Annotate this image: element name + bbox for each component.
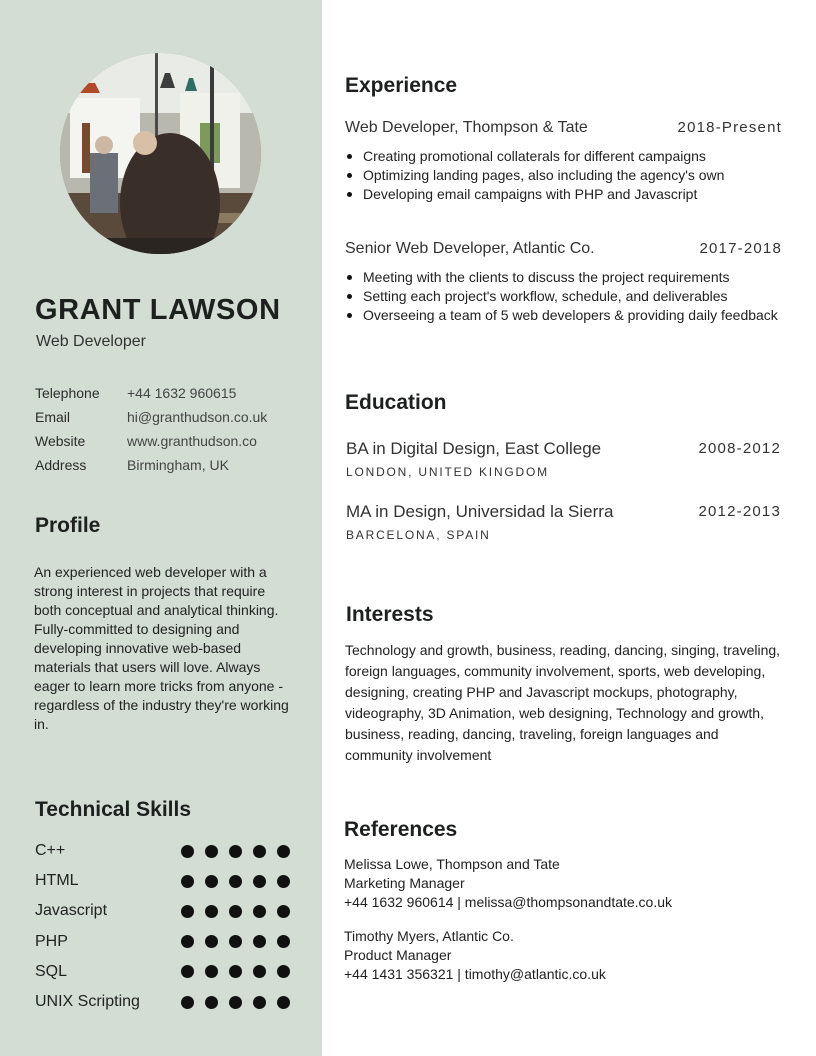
skills-list (35, 836, 290, 1017)
skill-dot (277, 905, 290, 918)
contact-row-website (35, 429, 267, 453)
job-bullets (345, 268, 785, 325)
reference-name: Melissa Lowe, Thompson and Tate (344, 856, 560, 872)
person-title: Web Developer (36, 333, 146, 350)
skill-dot (229, 905, 242, 918)
skill-dot (205, 905, 218, 918)
reference-entry (344, 855, 784, 912)
telephone-value: +44 1632 960615 (127, 385, 237, 401)
job-bullet: Creating promotional collaterals for different campaigns (345, 147, 785, 166)
skill-dot (229, 996, 242, 1009)
contact-list (35, 381, 267, 477)
skill-level (181, 905, 290, 918)
interests-text: Technology and growth, business, reading, dancing, singing, traveling, foreign languages, community involvement, sports, web developing, designing, creating PHP and Javascript mockups, photography, videography, 3D Animation, web designing, Technology and growth, business, reading, dancing, traveling, foreign languages and community involvement (345, 642, 781, 763)
skill-level (181, 965, 290, 978)
reference-contact: +44 1431 356321 | timothy@atlantic.co.uk (344, 966, 606, 982)
contact-label: Telephone (35, 385, 100, 401)
skill-dot (253, 845, 266, 858)
skill-dot (205, 875, 218, 888)
contact-label: Address (35, 457, 87, 473)
skill-row (35, 836, 290, 866)
education-dates: 2012-2013 (698, 503, 781, 520)
job-bullet: Overseeing a team of 5 web developers & providing daily feedback (345, 306, 785, 325)
person-name: GRANT LAWSON (35, 294, 281, 326)
profile-heading: Profile (35, 514, 101, 537)
skill-dot (253, 996, 266, 1009)
education-heading: Education (345, 391, 447, 414)
skill-dot (277, 965, 290, 978)
contact-row-address (35, 453, 267, 477)
job-bullets (345, 147, 785, 204)
skill-dot (205, 965, 218, 978)
skill-dot (181, 996, 194, 1009)
references-heading: References (344, 818, 458, 841)
reference-name: Timothy Myers, Atlantic Co. (344, 928, 514, 944)
skill-row (35, 957, 290, 987)
skill-dot (181, 935, 194, 948)
reference-contact: +44 1632 960614 | melissa@thompsonandtate.co.uk (344, 894, 673, 910)
skill-dot (205, 845, 218, 858)
skill-row (35, 896, 290, 926)
skill-row (35, 987, 290, 1017)
skill-level (181, 996, 290, 1009)
skill-dot (229, 845, 242, 858)
skill-row (35, 866, 290, 896)
skill-dot (181, 845, 194, 858)
skill-dot (229, 935, 242, 948)
skill-dot (205, 996, 218, 1009)
contact-label: Email (35, 409, 71, 425)
skill-name: Javascript (35, 902, 108, 920)
job-dates: 2017-2018 (699, 240, 782, 257)
skill-name: UNIX Scripting (35, 993, 140, 1011)
skill-name: C++ (35, 842, 66, 860)
address-value: Birmingham, UK (127, 457, 229, 473)
skill-dot (181, 875, 194, 888)
reference-role: Marketing Manager (344, 875, 465, 891)
skill-name: SQL (35, 962, 68, 980)
job-bullet: Setting each project's workflow, schedule, and deliverables (345, 287, 785, 306)
skill-dot (253, 935, 266, 948)
email-value: hi@granthudson.co.uk (127, 409, 268, 425)
interests-heading: Interests (346, 603, 434, 626)
skill-dot (253, 875, 266, 888)
reference-role: Product Manager (344, 947, 452, 963)
skill-name: PHP (35, 932, 68, 950)
reference-entry (344, 927, 784, 984)
skill-dot (229, 875, 242, 888)
skill-name: HTML (35, 872, 79, 890)
skill-dot (229, 965, 242, 978)
job-bullet: Meeting with the clients to discuss the project requirements (345, 268, 785, 287)
education-location: LONDON, UNITED KINGDOM (346, 465, 549, 479)
skill-level (181, 845, 290, 858)
profile-photo (60, 53, 261, 254)
main-content (322, 0, 816, 1056)
profile-text: An experienced web developer with a strong interest in projects that require both conceptual and analytical thinking. Fully-committed to designing and developing innovative web-based materials that users will love. Always eager to learn more tricks from anyone - regardless of the industry they're working in. (34, 564, 289, 732)
skill-level (181, 935, 290, 948)
skill-dot (205, 935, 218, 948)
website-value: www.granthudson.co (127, 433, 257, 449)
education-dates: 2008-2012 (698, 440, 781, 457)
skill-dot (181, 905, 194, 918)
skill-dot (253, 965, 266, 978)
skill-dot (253, 905, 266, 918)
job-bullet: Developing email campaigns with PHP and Javascript (345, 185, 785, 204)
contact-label: Website (35, 433, 86, 449)
job-bullet: Optimizing landing pages, also including the agency's own (345, 166, 785, 185)
skills-heading: Technical Skills (35, 798, 192, 821)
skill-dot (277, 996, 290, 1009)
skill-dot (181, 965, 194, 978)
experience-heading: Experience (345, 74, 458, 97)
education-degree: MA in Design, Universidad la Sierra (346, 502, 614, 521)
skill-dot (277, 875, 290, 888)
job-title: Senior Web Developer, Atlantic Co. (345, 240, 595, 257)
education-degree: BA in Digital Design, East College (346, 439, 602, 458)
skill-dot (277, 845, 290, 858)
job-dates: 2018-Present (677, 119, 782, 136)
education-location: BARCELONA, SPAIN (346, 528, 491, 542)
skill-level (181, 875, 290, 888)
sidebar (0, 0, 322, 1056)
skill-row (35, 927, 290, 957)
job-title: Web Developer, Thompson & Tate (345, 119, 588, 136)
contact-row-email (35, 405, 267, 429)
contact-row-telephone (35, 381, 267, 405)
skill-dot (277, 935, 290, 948)
